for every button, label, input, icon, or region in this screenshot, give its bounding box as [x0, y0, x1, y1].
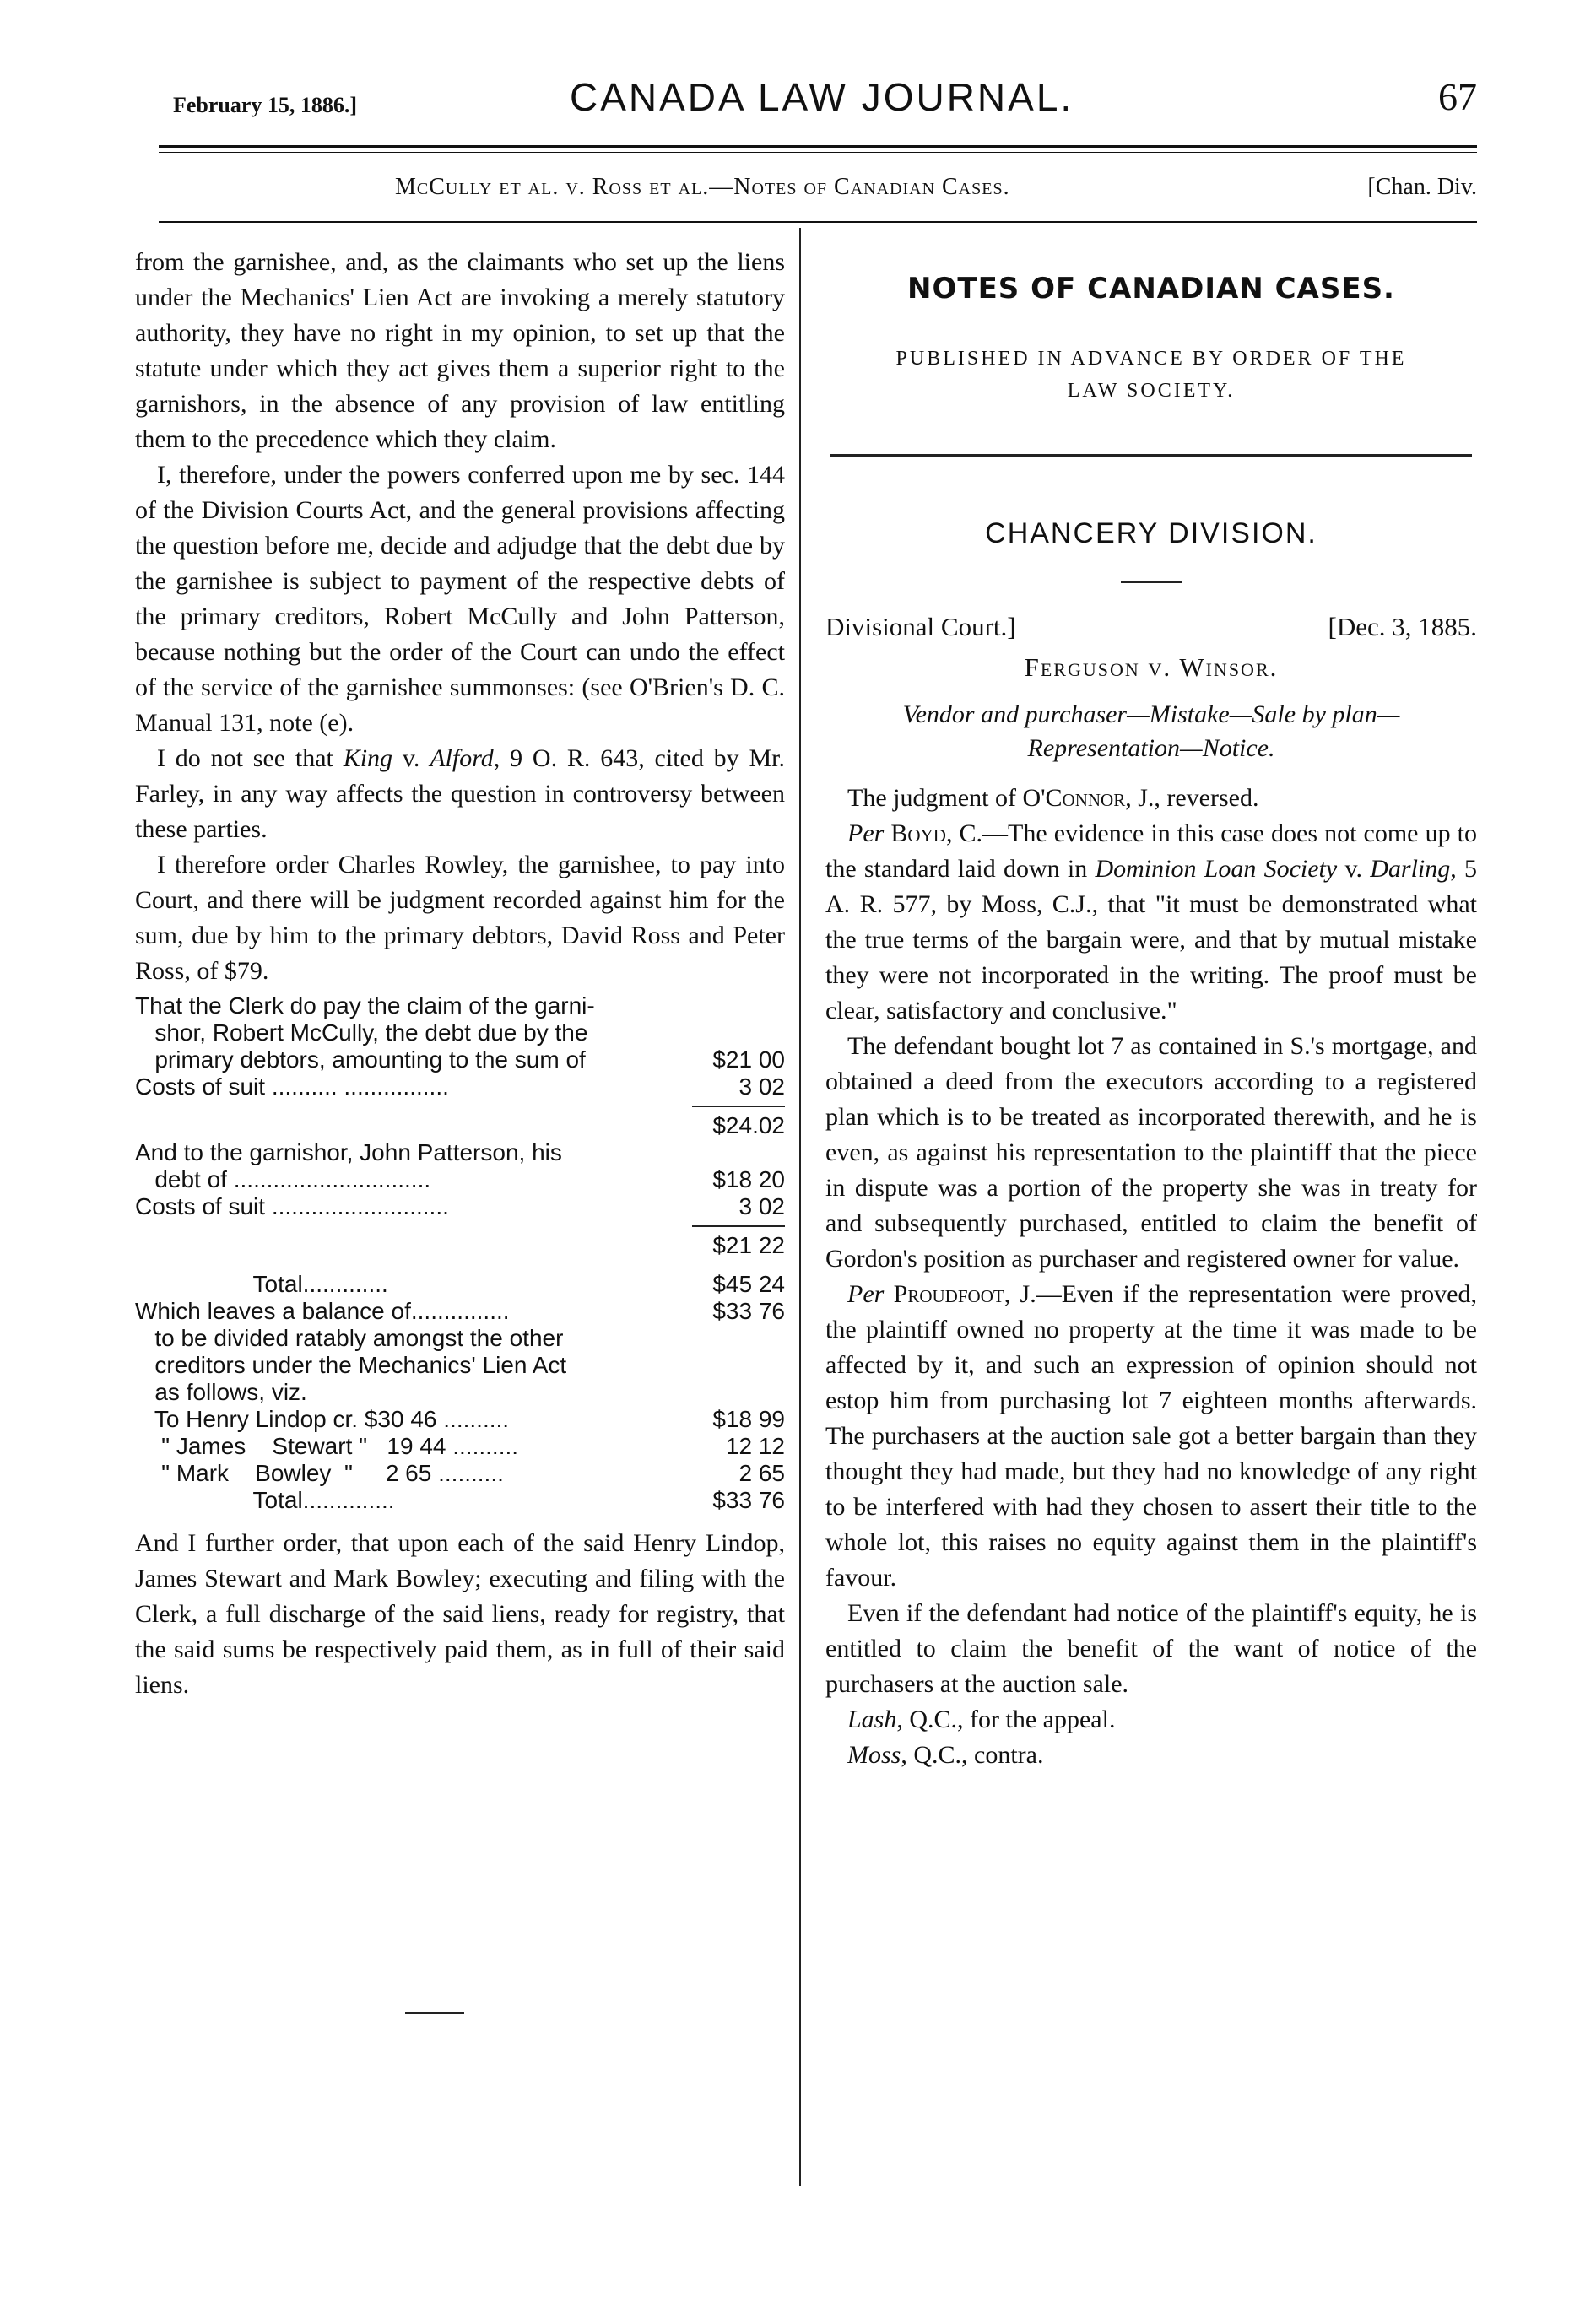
paragraph: Even if the defendant had notice of the plaintiff's equity, he is entitled to claim the benefit of the want of notice of the purchasers at the auction sale.: [825, 1599, 1477, 1698]
table-row: [135, 1460, 785, 1487]
row-amount: 12 12: [725, 1433, 785, 1459]
case-name: Alford: [430, 744, 494, 772]
subtotal-row: [692, 1106, 785, 1139]
judge-name: O'Connor: [1022, 784, 1126, 812]
judge-name: Proudfoot: [884, 1280, 1004, 1308]
text-span: I do not see that: [157, 744, 344, 772]
row-amount: $45 24: [712, 1271, 785, 1297]
table-row: [135, 1325, 785, 1352]
row-label: Costs of suit .......... ................: [135, 1073, 449, 1100]
table-row: [135, 1019, 785, 1046]
table-row: [135, 1487, 785, 1514]
paragraph: [825, 1277, 1477, 1596]
table-row: [135, 1139, 785, 1166]
subtitle-line: PUBLISHED IN ADVANCE BY ORDER OF THE: [895, 348, 1407, 370]
paragraph: [825, 781, 1477, 816]
paragraph: And I further order, that upon each of the said Henry Lindop, James Stewart and Mark Bowley; executing and filing with the Clerk, a full discharge of the said liens, ready for registry, that the said sums be respectively paid them, as in full of their said liens.: [135, 1529, 785, 1699]
row-amount: 3 02: [738, 1193, 785, 1219]
running-subheader: [159, 174, 1477, 208]
paragraph: [825, 816, 1477, 1029]
court-line: [825, 612, 1477, 642]
headnote-line: Representation—Notice.: [1027, 734, 1275, 762]
table-row: [135, 1166, 785, 1193]
row-amount: 3 02: [738, 1073, 785, 1100]
row-amount: $24.02: [712, 1112, 785, 1138]
section-end-rule: [405, 2012, 464, 2014]
row-label: " Mark Bowley " 2 65 ..........: [135, 1460, 504, 1486]
row-label: That the Clerk do pay the claim of the garni-: [135, 992, 595, 1019]
court-name: Divisional Court.]: [825, 612, 1016, 641]
table-row: [135, 1406, 785, 1433]
text-span: v.: [1337, 855, 1371, 883]
text-span: , Q.C., contra.: [901, 1741, 1044, 1769]
table-row: [135, 1379, 785, 1406]
division-heading: CHANCERY DIVISION.: [985, 517, 1317, 549]
subtotal-row: [692, 1225, 785, 1259]
table-row: [135, 1433, 785, 1460]
row-amount: $18 99: [712, 1406, 785, 1432]
table-row: [135, 1352, 785, 1379]
header-rule-top: [159, 145, 1477, 148]
case-date: [Dec. 3, 1885.: [1328, 612, 1477, 641]
row-amount: $18 20: [712, 1166, 785, 1192]
row-label: primary debtors, amounting to the sum of: [135, 1046, 586, 1073]
table-row: [135, 1073, 785, 1100]
subtitle-line: LAW SOCIETY.: [1067, 380, 1236, 402]
text-span: , Q.C., for the appeal.: [896, 1706, 1116, 1733]
table-row: [135, 1298, 785, 1325]
row-amount: 2 65: [738, 1460, 785, 1486]
paragraph: from the garnishee, and, as the claimants who set up the liens under the Mechanics' Lien Act are invoking a merely statutory authority, they have no right in my opinion, to set up that the statute under which they act gives them a superior right to the garnishors, in the absence of any provision of law entitling them to the precedence which they claim.: [135, 248, 785, 453]
counsel-line: [825, 1702, 1477, 1738]
row-label: creditors under the Mechanics' Lien Act: [135, 1352, 567, 1378]
case-name: Dominion Loan Society: [1095, 855, 1338, 883]
paragraph: I therefore order Charles Rowley, the garnishee, to pay into Court, and there will be judgment recorded against him for the sum, due by him to the primary debtors, David Ross and Peter Ross, of $79.: [135, 851, 785, 985]
row-label: to be divided ratably amongst the other: [135, 1325, 564, 1351]
counsel-name: Lash: [847, 1706, 897, 1733]
row-amount: $21 00: [712, 1046, 785, 1073]
row-label: as follows, viz.: [135, 1379, 307, 1405]
text-span: Per: [847, 1280, 885, 1308]
row-label: Which leaves a balance of...............: [135, 1298, 510, 1324]
section-rule: [830, 454, 1472, 457]
right-column: [825, 245, 1477, 1773]
row-label: Total.............: [135, 1271, 388, 1297]
column-divider: [799, 228, 801, 2186]
row-label: debt of ..............................: [135, 1166, 431, 1192]
headnote-line: Vendor and purchaser—Mistake—Sale by plan—: [902, 700, 1400, 728]
counsel-line: [825, 1738, 1477, 1773]
text-span: , J.—Even if the representation were proved, the plaintiff owned no property at the time it was made to be affected by it, and such an expression of opinion should not estop him from purchasing lot 7 eighteen months afterwards. The purchasers at the auction sale got a better bargain than they thought they had made, but they had no knowledge of any right to be interfered with had they chosen to assert their title to the whole lot, this raises no equity against them in the plaintiff's favour.: [825, 1280, 1477, 1592]
issue-date: February 15, 1886.]: [173, 93, 358, 117]
case-name: King: [343, 744, 393, 772]
case-title: Ferguson v. Winsor.: [1024, 652, 1279, 682]
section-title: NOTES OF CANADIAN CASES.: [907, 272, 1395, 305]
row-label: Total..............: [135, 1487, 395, 1513]
case-name: Darling: [1370, 855, 1451, 883]
section-subtitle: [825, 343, 1477, 407]
paragraph: [135, 741, 785, 847]
judge-name: Boyd: [884, 819, 946, 847]
text-span: , J., reversed.: [1125, 784, 1259, 812]
text-span: , 5 A. R. 577, by Moss, C.J., that "it must be demonstrated what the true terms of the bargain were, and that by mutual mistake they were not incorporated in the writing. The proof must be clear, satisfactory and conclusive.": [825, 855, 1477, 1024]
table-row: [135, 1271, 785, 1298]
text-span: , 9 O. R. 643, cited by Mr. Farley, in any way affects the question in controversy between these parties.: [135, 744, 785, 843]
left-column: [135, 245, 785, 1703]
table-row: [135, 992, 785, 1019]
row-label: To Henry Lindop cr. $30 46 ..........: [135, 1406, 510, 1432]
subheader-rule: [159, 221, 1477, 223]
counsel-name: Moss: [847, 1741, 901, 1769]
row-amount: $21 22: [712, 1232, 785, 1258]
row-label: Costs of suit ...........................: [135, 1193, 449, 1219]
row-label: shor, Robert McCully, the debt due by the: [135, 1019, 588, 1046]
paragraph: The defendant bought lot 7 as contained in S.'s mortgage, and obtained a deed from the executors according to a registered plan which is to be treated as incorporated therewith, and he is even, as against his representation to the plaintiff that the piece in dispute was a portion of the property she was in treaty for and subsequently purchased, entitled to claim the benefit of Gordon's position as purchaser and registered owner for value.: [825, 1032, 1477, 1273]
table-row: [135, 1046, 785, 1073]
division-label: [Chan. Div.: [1367, 174, 1477, 200]
row-amount: $33 76: [712, 1298, 785, 1324]
accounting-table: [135, 992, 785, 1514]
text-span: The judgment of: [847, 784, 1023, 812]
short-rule: [1121, 581, 1182, 583]
row-label: And to the garnishor, John Patterson, his: [135, 1139, 562, 1165]
row-amount: $33 76: [712, 1487, 785, 1513]
text-span: , C.—The evidence in this case does not come up to the standard laid down in: [825, 819, 1477, 883]
text-span: Per: [847, 819, 885, 847]
journal-title: CANADA LAW JOURNAL.: [570, 75, 1074, 119]
page-header: [127, 74, 1477, 125]
row-label: " James Stewart " 19 44 ..........: [135, 1433, 519, 1459]
table-row: [135, 1193, 785, 1220]
case-citation: McCully et al. v. Ross et al.—Notes of Canadian Cases.: [395, 174, 1010, 200]
text-span: v.: [392, 744, 430, 772]
paragraph: I, therefore, under the powers conferred upon me by sec. 144 of the Division Courts Act, and the general provisions affecting the question before me, decide and adjudge that the debt due by the garnishee is subject to payment of the respective debts of the primary creditors, Robert McCully and John Patterson, because nothing but the order of the Court can undo the effect of the service of the garnishee summonses: (see O'Brien's D. C. Manual 131, note (e).: [135, 461, 785, 737]
headnote: [825, 698, 1477, 765]
page-number: 67: [1438, 75, 1477, 118]
header-rule-bottom: [159, 152, 1477, 153]
